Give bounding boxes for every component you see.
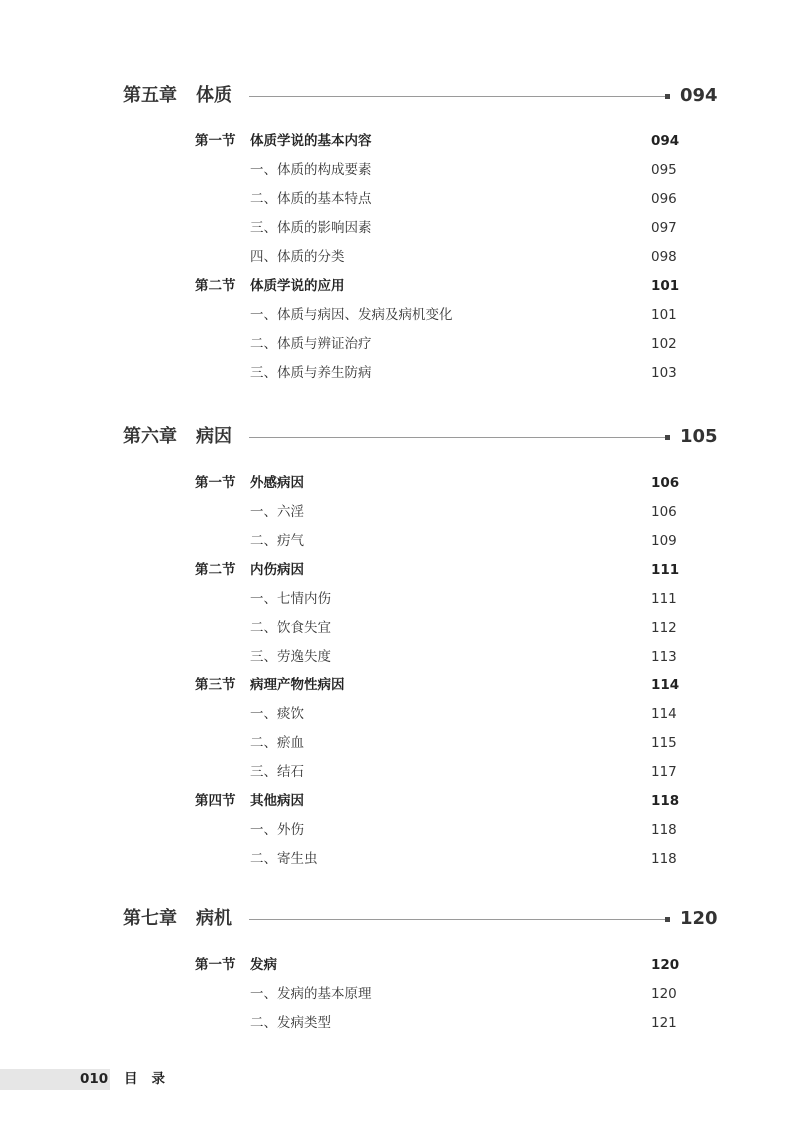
item-title: 三、结石 <box>250 764 304 780</box>
footer-title: 目录 <box>124 1071 179 1087</box>
chapter-title: 病机 <box>196 908 232 929</box>
chapter-number: 第六章 <box>123 426 177 447</box>
toc-item <box>0 820 800 840</box>
toc-item <box>0 1013 800 1033</box>
leader-line <box>249 437 665 438</box>
section-entry <box>0 955 800 975</box>
section-page: 118 <box>651 793 680 809</box>
chapter-page: 105 <box>680 426 718 447</box>
item-title: 二、体质的基本特点 <box>250 191 372 207</box>
section-number: 第四节 <box>195 793 236 809</box>
toc-item <box>0 531 800 551</box>
item-title: 一、外伤 <box>250 822 304 838</box>
section-entry <box>0 276 800 296</box>
item-page: 121 <box>651 1015 677 1031</box>
item-title: 三、体质与养生防病 <box>250 365 372 381</box>
item-page: 114 <box>651 706 677 722</box>
toc-item <box>0 733 800 753</box>
toc-item <box>0 618 800 638</box>
section-page: 101 <box>651 278 680 294</box>
section-entry <box>0 560 800 580</box>
item-title: 二、寄生虫 <box>250 851 318 867</box>
item-title: 二、饮食失宜 <box>250 620 331 636</box>
item-title: 一、七情内伤 <box>250 591 331 607</box>
section-title: 病理产物性病因 <box>250 677 345 693</box>
section-page: 106 <box>651 475 680 491</box>
item-title: 一、体质的构成要素 <box>250 162 372 178</box>
chapter-title: 体质 <box>196 85 232 106</box>
chapter-heading <box>0 81 800 111</box>
section-entry <box>0 791 800 811</box>
item-page: 101 <box>651 307 677 323</box>
toc-item <box>0 305 800 325</box>
item-page: 111 <box>651 591 677 607</box>
section-entry <box>0 131 800 151</box>
toc-item <box>0 160 800 180</box>
item-page: 098 <box>651 249 677 265</box>
footer-page-number: 010 <box>80 1071 109 1087</box>
section-number: 第一节 <box>195 475 236 491</box>
section-number: 第二节 <box>195 562 236 578</box>
item-page: 097 <box>651 220 677 236</box>
item-page: 096 <box>651 191 677 207</box>
toc-item <box>0 502 800 522</box>
item-page: 106 <box>651 504 677 520</box>
item-page: 112 <box>651 620 677 636</box>
toc-item <box>0 334 800 354</box>
item-title: 一、发病的基本原理 <box>250 986 372 1002</box>
item-page: 103 <box>651 365 677 381</box>
section-title: 内伤病因 <box>250 562 304 578</box>
leader-dot <box>665 917 670 922</box>
section-number: 第三节 <box>195 677 236 693</box>
item-title: 二、体质与辨证治疗 <box>250 336 372 352</box>
chapter-number: 第七章 <box>123 908 177 929</box>
item-page: 115 <box>651 735 677 751</box>
leader-line <box>249 919 665 920</box>
item-title: 二、发病类型 <box>250 1015 331 1031</box>
item-page: 120 <box>651 986 677 1002</box>
leader-dot <box>665 435 670 440</box>
item-page: 095 <box>651 162 677 178</box>
item-page: 117 <box>651 764 677 780</box>
section-title: 发病 <box>250 957 277 973</box>
chapter-page: 120 <box>680 908 718 929</box>
section-entry <box>0 675 800 695</box>
section-title: 体质学说的基本内容 <box>250 133 372 149</box>
item-title: 二、疠气 <box>250 533 304 549</box>
item-page: 109 <box>651 533 677 549</box>
leader-line <box>249 96 665 97</box>
section-number: 第二节 <box>195 278 236 294</box>
item-title: 一、六淫 <box>250 504 304 520</box>
item-title: 四、体质的分类 <box>250 249 345 265</box>
toc-item <box>0 363 800 383</box>
item-title: 三、劳逸失度 <box>250 649 331 665</box>
section-entry <box>0 473 800 493</box>
section-number: 第一节 <box>195 133 236 149</box>
item-page: 118 <box>651 822 677 838</box>
chapter-page: 094 <box>680 85 718 106</box>
toc-item <box>0 762 800 782</box>
section-page: 094 <box>651 133 680 149</box>
chapter-number: 第五章 <box>123 85 177 106</box>
toc-item <box>0 218 800 238</box>
toc-item <box>0 647 800 667</box>
section-page: 114 <box>651 677 680 693</box>
item-title: 一、体质与病因、发病及病机变化 <box>250 307 453 323</box>
item-title: 二、瘀血 <box>250 735 304 751</box>
item-title: 一、痰饮 <box>250 706 304 722</box>
toc-item <box>0 704 800 724</box>
leader-dot <box>665 94 670 99</box>
toc-item <box>0 189 800 209</box>
toc-item <box>0 984 800 1004</box>
section-page: 111 <box>651 562 680 578</box>
section-title: 体质学说的应用 <box>250 278 345 294</box>
section-title: 外感病因 <box>250 475 304 491</box>
item-title: 三、体质的影响因素 <box>250 220 372 236</box>
section-title: 其他病因 <box>250 793 304 809</box>
toc-item <box>0 247 800 267</box>
item-page: 113 <box>651 649 677 665</box>
chapter-heading <box>0 422 800 452</box>
section-page: 120 <box>651 957 680 973</box>
chapter-title: 病因 <box>196 426 232 447</box>
section-number: 第一节 <box>195 957 236 973</box>
chapter-heading <box>0 904 800 934</box>
toc-item <box>0 589 800 609</box>
item-page: 118 <box>651 851 677 867</box>
item-page: 102 <box>651 336 677 352</box>
toc-item <box>0 849 800 869</box>
